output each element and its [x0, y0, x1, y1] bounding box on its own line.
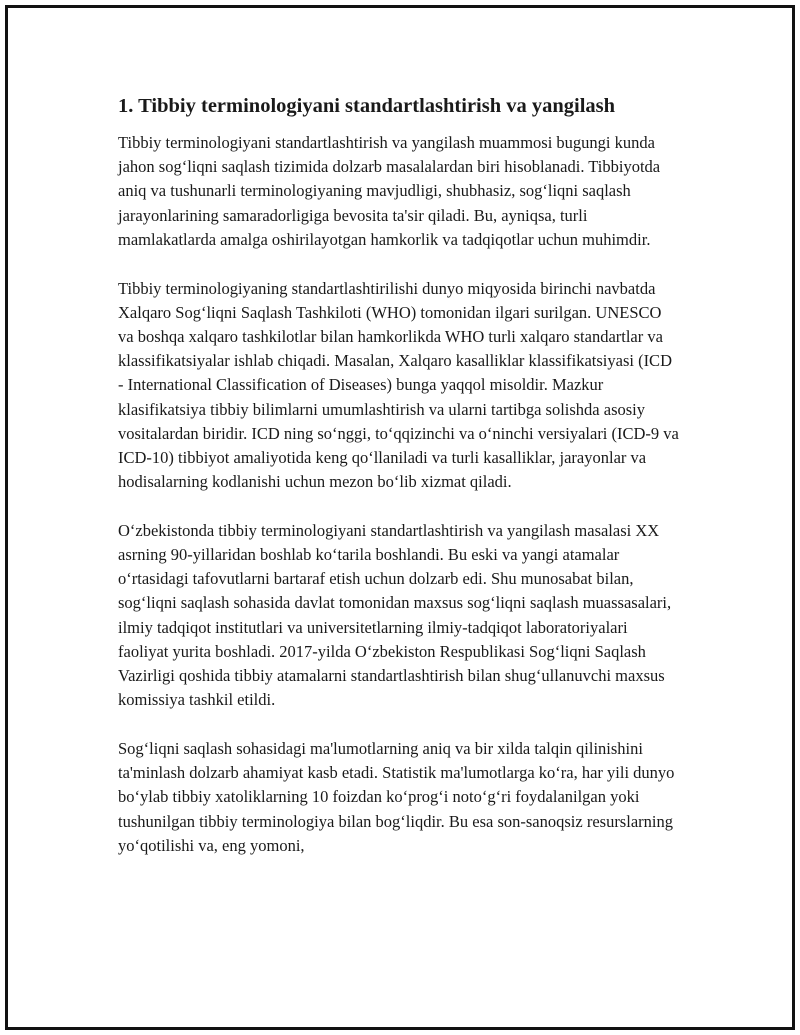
- paragraph-data-accuracy: Sog‘liqni saqlash sohasidagi ma'lumotlarning aniq va bir xilda talqin qilinishini ta'minlash dolzarb ahamiyat kasb etadi. Statistik ma'lumotlarga ko‘ra, har yili dunyo bo‘ylab tibbiy xatoliklarning 10 foizdan ko‘prog‘i noto‘g‘ri foydalanilgan yoki tushunilgan tibbiy terminologiya bilan bog‘liqdir. Bu esa son-sanoqsiz resurslarning yo‘qotilishi va, eng yomoni,: [118, 738, 675, 855]
- paragraph-uzbekistan: O‘zbekistonda tibbiy terminologiyani standartlashtirish va yangilash masalasi XX asrning 90-yillaridan boshlab ko‘tarila boshlandi. Bu eski va yangi atamalar o‘rtasidagi tafovutlarni bartaraf etish uchun dolzarb edi. Shu munosabat bilan, sog‘liqni saqlash sohasida davlat tomonidan maxsus sog‘liqni saqlash muassasalari, ilmiy tadqiqot institutlari va universitetlarning ilmiy-tadqiqot laboratoriyalari faoliyat yurita boshladi. 2017-yilda O‘zbekiston Respublikasi Sog‘liqni Saqlash Vazirligi qoshida tibbiy atamalarni standartlashtirish bilan shug‘ullanuvchi maxsus komissiya tashkil etildi.: [118, 520, 672, 710]
- section-heading: 1. Tibbiy terminologiyani standartlashtirish va yangilash: [118, 95, 616, 117]
- paragraph-intro: Tibbiy terminologiyani standartlashtirish va yangilash muammosi bugungi kunda jahon sog‘liqni saqlash tizimida dolzarb masalalardan biri hisoblanadi. Tibbiyotda aniq va tushunarli terminologiyaning mavjudligi, shubhasiz, sog‘liqni saqlash jarayonlarining samaradorligiga bevosita ta'sir qiladi. Bu, ayniqsa, turli mamlakatlarda amalga oshirilayotgan hamkorlik va tadqiqotlar uchun muhimdir.: [118, 133, 661, 249]
- paragraph-who-standards: Tibbiy terminologiyaning standartlashtirilishi dunyo miqyosida birinchi navbatda Xalqaro Sog‘liqni Saqlash Tashkiloti (WHO) tomonidan ilgari surilgan. UNESCO va boshqa xalqaro tashkilotlar bilan hamkorlikda WHO turli xalqaro standartlar va klassifikatsiyalar ishlab chiqadi. Masalan, Xalqaro kasalliklar klassifikatsiyasi (ICD - International Classification of Diseases) bunga yaqqol misoldir. Mazkur klasifikatsiya tibbiy bilimlarni umumlashtirish va ularni tartibga solishda asosiy vositalardan biridir. ICD ning so‘nggi, to‘qqizinchi va o‘ninchi versiyalari (ICD-9 va ICD-10) tibbiyot amaliyotida keng qo‘llaniladi va turli kasalliklar, jarayonlar va hodisalarning kodlanishi uchun mezon bo‘lib xizmat qiladi.: [118, 278, 679, 492]
- document-body: [118, 92, 680, 882]
